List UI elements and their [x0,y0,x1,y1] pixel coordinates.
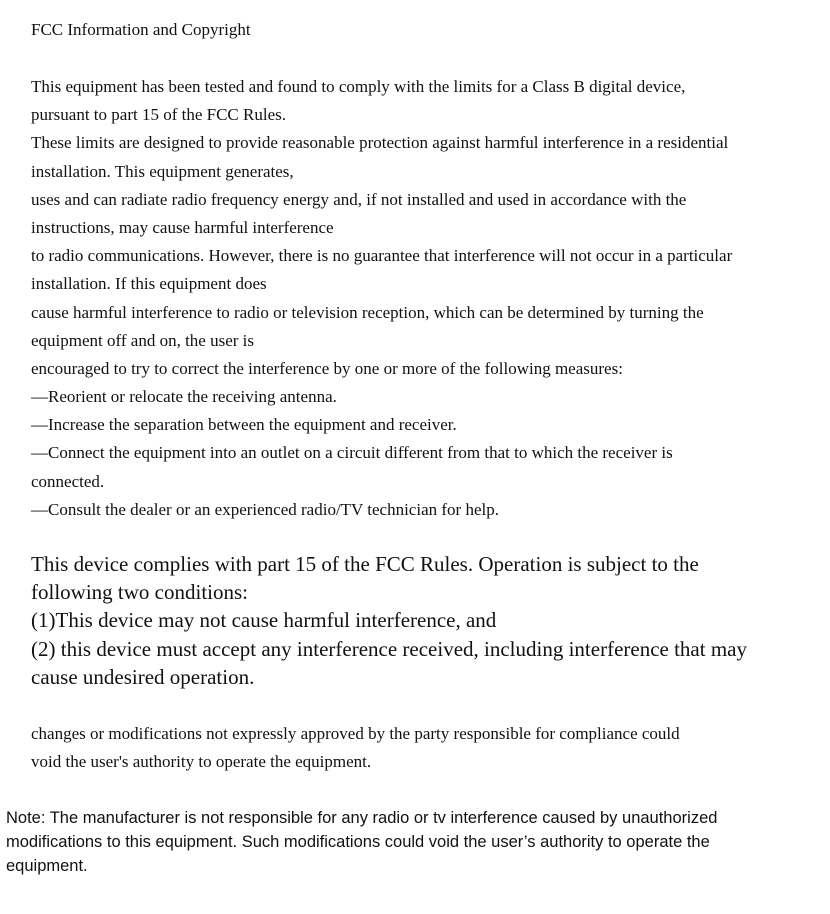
modifications-line: changes or modifications not expressly approved by the party responsible for compliance could [31,724,680,743]
measure-item: —Connect the equipment into an outlet on a circuit different from that to which the receiver is [31,443,673,463]
modifications-line: void the user's authority to operate the equipment. [31,752,372,772]
condition-item: (1)This device may not cause harmful interference, and [31,608,497,633]
manufacturer-note [6,806,806,878]
measure-item: —Reorient or relocate the receiving antenna. [31,387,337,407]
compliance-line: installation. If this equipment does [31,274,267,294]
modifications-warning [31,720,801,776]
note-line: Note: The manufacturer is not responsible for any radio or tv interference caused by unauthorized [6,809,718,827]
compliance-line: instructions, may cause harmful interference [31,217,334,237]
compliance-line: encouraged to try to correct the interference by one or more of the following measures: [31,358,623,378]
conditions-line: following two conditions: [31,580,248,605]
condition-item: cause undesired operation. [31,664,255,689]
compliance-statement [31,73,801,524]
condition-item: (2) this device must accept any interference received, including interference that may [31,636,747,661]
compliance-line: This equipment has been tested and found to comply with the limits for a Class B digital device, [31,77,686,96]
note-line: modifications to this equipment. Such modifications could void the user’s authority to operate the [6,833,710,851]
part15-conditions [31,550,811,691]
compliance-line: equipment off and on, the user is [31,330,255,350]
conditions-line: This device complies with part 15 of the FCC Rules. Operation is subject to the [31,552,699,576]
measure-item: —Increase the separation between the equipment and receiver. [31,415,457,435]
compliance-line: to radio communications. However, there is no guarantee that interference will not occur in a particular [31,246,733,266]
compliance-line: cause harmful interference to radio or television reception, which can be determined by turning the [31,302,704,322]
compliance-line: pursuant to part 15 of the FCC Rules. [31,105,286,125]
page-title: FCC Information and Copyright [31,20,251,39]
compliance-line: These limits are designed to provide reasonable protection against harmful interference in a residential [31,133,729,153]
compliance-line: installation. This equipment generates, [31,161,294,181]
measure-item: —Consult the dealer or an experienced radio/TV technician for help. [31,499,499,519]
compliance-line: uses and can radiate radio frequency energy and, if not installed and used in accordance with the [31,189,687,209]
note-line: equipment. [6,857,88,875]
measure-item: connected. [31,471,105,491]
